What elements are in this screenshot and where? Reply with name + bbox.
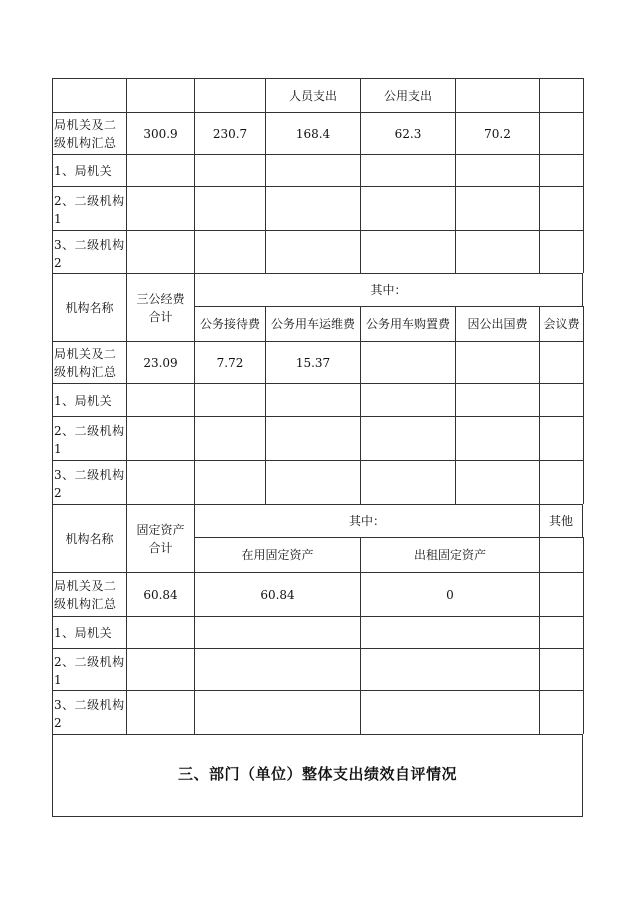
row-label: 局机关及二 级机构汇总 <box>52 112 126 154</box>
header-cell-empty <box>539 78 583 112</box>
table-cell: 168.4 <box>265 112 360 154</box>
table-cell <box>126 230 194 273</box>
row-label: 1、局机关 <box>52 383 126 416</box>
header-cell-empty <box>52 78 126 112</box>
row-label: 1、局机关 <box>52 154 126 186</box>
header-three-public-total: 三公经费 合计 <box>126 273 194 341</box>
table-cell <box>194 616 360 648</box>
table-cell <box>194 648 360 690</box>
header-org-name: 机构名称 <box>52 504 126 572</box>
table-cell <box>360 648 539 690</box>
table-cell <box>539 341 583 383</box>
header-public-expense: 公用支出 <box>360 78 455 112</box>
table-cell <box>194 186 265 230</box>
header-org-name: 机构名称 <box>52 273 126 341</box>
table-cell <box>360 154 455 186</box>
header-overseas-fee: 因公出国费 <box>455 306 539 341</box>
header-cell-empty <box>194 78 265 112</box>
table-cell <box>126 154 194 186</box>
header-vehicle-operation-fee: 公务用车运维费 <box>265 306 360 341</box>
header-reception-fee: 公务接待费 <box>194 306 265 341</box>
table-cell <box>455 383 539 416</box>
header-among: 其中： <box>194 504 539 537</box>
table-cell <box>194 416 265 460</box>
table-cell <box>265 154 360 186</box>
row-label: 2、二级机构 1 <box>52 186 126 230</box>
header-fixed-assets-total: 固定资产 合计 <box>126 504 194 572</box>
table-cell: 70.2 <box>455 112 539 154</box>
table-cell <box>455 154 539 186</box>
table-cell: 62.3 <box>360 112 455 154</box>
table-cell: 230.7 <box>194 112 265 154</box>
table-cell <box>455 416 539 460</box>
table-cell <box>539 112 583 154</box>
table-cell <box>126 460 194 504</box>
row-label: 2、二级机构 1 <box>52 416 126 460</box>
table-cell <box>539 537 583 572</box>
table-cell <box>360 460 455 504</box>
table-cell: 0 <box>360 572 539 616</box>
table-cell <box>539 648 583 690</box>
header-cell-empty <box>126 78 194 112</box>
table-cell <box>539 383 583 416</box>
table-cell <box>126 383 194 416</box>
header-meeting-fee: 会议费 <box>539 306 583 341</box>
table-border <box>583 306 584 504</box>
table-cell: 60.84 <box>194 572 360 616</box>
table-cell: 300.9 <box>126 112 194 154</box>
table-cell <box>194 690 360 734</box>
table-cell <box>194 154 265 186</box>
table-cell <box>265 186 360 230</box>
table-cell <box>126 648 194 690</box>
table-cell <box>194 230 265 273</box>
table-cell <box>265 460 360 504</box>
table-cell <box>126 616 194 648</box>
table-cell <box>360 416 455 460</box>
table-cell <box>126 186 194 230</box>
row-label: 3、二级机构 2 <box>52 230 126 273</box>
table-cell <box>539 154 583 186</box>
table-cell <box>455 341 539 383</box>
table-cell: 60.84 <box>126 572 194 616</box>
table-cell <box>539 572 583 616</box>
table-cell <box>194 383 265 416</box>
table-cell <box>539 460 583 504</box>
table-cell <box>265 416 360 460</box>
table-cell <box>360 186 455 230</box>
row-label: 局机关及二 级机构汇总 <box>52 341 126 383</box>
table-cell <box>126 690 194 734</box>
table-cell: 7.72 <box>194 341 265 383</box>
table-cell <box>360 383 455 416</box>
header-personnel-expense: 人员支出 <box>265 78 360 112</box>
section-title: 三、部门（单位）整体支出绩效自评情况 <box>177 765 457 783</box>
row-label: 3、二级机构 2 <box>52 460 126 504</box>
header-among: 其中： <box>194 273 583 306</box>
table-border <box>583 537 584 734</box>
header-other: 其他 <box>539 504 583 537</box>
table-cell <box>360 230 455 273</box>
section-box <box>52 734 583 817</box>
row-label: 1、局机关 <box>52 616 126 648</box>
header-cell-empty <box>455 78 539 112</box>
table-cell <box>360 690 539 734</box>
table-border <box>583 78 584 273</box>
table-cell <box>539 416 583 460</box>
table-cell <box>194 460 265 504</box>
table-cell <box>360 341 455 383</box>
table-cell <box>539 230 583 273</box>
table-cell <box>539 690 583 734</box>
header-vehicle-purchase-fee: 公务用车购置费 <box>360 306 455 341</box>
row-label: 2、二级机构 1 <box>52 648 126 690</box>
table-cell: 15.37 <box>265 341 360 383</box>
table-cell <box>265 383 360 416</box>
row-label: 局机关及二 级机构汇总 <box>52 572 126 616</box>
table-cell <box>455 460 539 504</box>
table-cell <box>126 416 194 460</box>
table-cell: 23.09 <box>126 341 194 383</box>
header-rented-assets: 出租固定资产 <box>360 537 539 572</box>
header-in-use-assets: 在用固定资产 <box>194 537 360 572</box>
table-cell <box>455 186 539 230</box>
row-label: 3、二级机构 2 <box>52 690 126 734</box>
table-cell <box>360 616 539 648</box>
table-cell <box>455 230 539 273</box>
table-cell <box>539 616 583 648</box>
table-cell <box>265 230 360 273</box>
table-cell <box>539 186 583 230</box>
